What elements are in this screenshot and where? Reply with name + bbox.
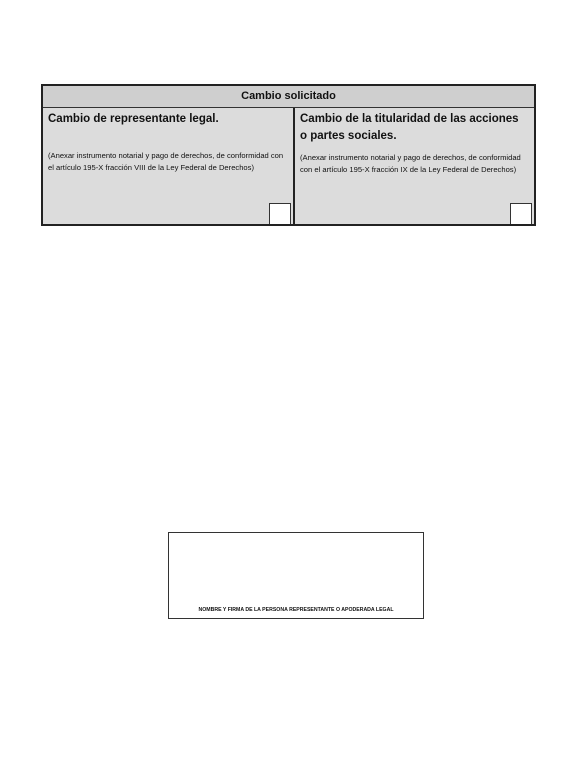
table-header: Cambio solicitado	[43, 86, 534, 108]
signature-box[interactable]	[168, 532, 424, 619]
option-title: Cambio de representante legal.	[48, 113, 219, 125]
option-note: (Anexar instrumento notarial y pago de derechos, de conformidad con el artículo 195-X fracción VIII de la Ley Federal de Derechos)	[48, 151, 284, 172]
titularidad-acciones-checkbox[interactable]	[510, 203, 532, 224]
representante-legal-checkbox[interactable]	[269, 203, 291, 224]
option-cambio-representante-legal	[43, 108, 295, 224]
option-title: Cambio de la titularidad de las acciones o partes sociales.	[300, 113, 519, 142]
options-row	[43, 108, 534, 224]
option-cambio-titularidad-acciones	[295, 108, 534, 224]
signature-label: NOMBRE Y FIRMA DE LA PERSONA REPRESENTANTE O APODERADA LEGAL	[198, 607, 394, 613]
option-note: (Anexar instrumento notarial y pago de derechos, de conformidad con el artículo 195-X fracción IX de la Ley Federal de Derechos)	[300, 153, 521, 174]
cambio-solicitado-table	[41, 84, 536, 226]
